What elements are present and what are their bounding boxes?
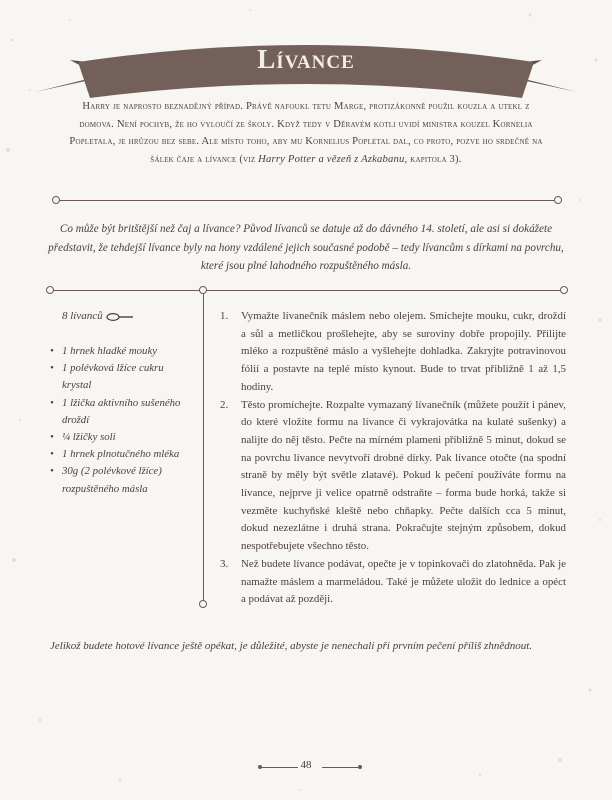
intro-text: Harry je naprosto beznadějný případ. Právě nafoukl tetu Marge, protizákonně použil kouzla a utekl z domova. Není pochyb, že ho vyloučí ze školy. Když tedy v Děravém kotli uvidí ministra kouzel Kornelia Popletala, je hrůzou bez sebe. Ale místo toho, aby mu Kornelius Popletal dal, co proto, pozve ho srdečně na šálek čaje a lívance (viz xyxy=(69,101,543,165)
step-item xyxy=(220,556,566,609)
step-number: 2. xyxy=(220,398,229,411)
step-text: Těsto promíchejte. Rozpalte vymazaný lívanečník (můžete použít i pánev, do které vložíte formu na lívance či vykrajovátka na kulaté sušenky) a nalijte do něj těsto. Pečte na mírném plameni přibližně 5 minut, dokud se na povrchu lívance nevytvoří drobné dírky. Pak lívance otočte (na spodní straně by měly být světle zlatavé). Pokud k pečení používáte formu na lívance, nejprve ji velice opatrně odstraňte – forma bude horká, takže si vezměte kuchyňské kleště nebo chňapky. Pečte dalších cca 5 minut, dokud nezezlátne i druhá strana. Pokračujte stejným způsobem, dokud nespotřebujete všechno těsto. xyxy=(241,398,566,553)
ingredient-item: • 1 hrnek hladké mouky xyxy=(50,343,190,360)
divider-mid-dot-left xyxy=(46,286,54,294)
ingredient-item: • 1 polévková lžíce cukru krystal xyxy=(50,360,190,394)
step-number: 1. xyxy=(220,310,229,322)
intro-book-title: Harry Potter a vězeň z Azkabanu xyxy=(258,153,405,165)
divider-mid xyxy=(50,290,566,291)
divider-mid-dot-center xyxy=(199,286,207,294)
ingredient-item: • ¼ lžičky soli xyxy=(50,429,190,446)
intro-suffix: , kapitola 3). xyxy=(404,153,462,165)
step-item xyxy=(220,308,566,397)
divider-mid-dot-right xyxy=(560,286,568,294)
divider-top-dot-left xyxy=(52,196,60,204)
step-number: 3. xyxy=(220,557,229,570)
closing-tip: Jelikož budete hotové lívance ještě opékat, je důležité, abyste je nenechali při prvním pečení příliš zhnědnout. xyxy=(50,640,533,652)
divider-top xyxy=(56,200,560,201)
ingredient-item: • 1 hrnek plnotučného mléka xyxy=(50,446,190,463)
footer-ornament-right-dot xyxy=(358,765,362,769)
page-number: 48 xyxy=(300,759,312,771)
column-divider xyxy=(203,294,204,604)
step-item xyxy=(220,397,566,556)
step-text: Než budete lívance podávat, opečte je v topinkovači do zlatohněda. Pak je namažte máslem a marmeládou. Také je můžete uložit do lednice a opéct a podávat až později. xyxy=(241,557,566,606)
intro-paragraph xyxy=(64,98,548,168)
divider-top-dot-right xyxy=(554,196,562,204)
teaser-paragraph: Co může být britštější než čaj a lívance? Původ lívanců se datuje až do dávného 14. století, ale asi si dokážete představit, že tehdejší lívance byly na hony vzdálené jejich současné podobě – tedy lívancům s dírkami na povrchu, které jsou plné lahodného rozpuštěného másla. xyxy=(48,223,564,272)
recipe-title: Lívance xyxy=(257,44,355,74)
spoon-icon xyxy=(104,311,134,323)
footer-ornament-right xyxy=(322,767,358,768)
ingredient-item: • 30g (2 polévkové lžíce) rozpuštěného másla xyxy=(50,463,190,497)
column-divider-dot-bottom xyxy=(199,600,207,608)
step-text: Vymažte lívanečník máslem nebo olejem. Smíchejte mouku, cukr, droždí a sůl a metličkou prošlehejte, aby se suroviny dobře propojily. Přilijte mléko a rozpuštěné máslo a vyšlehejte dohladka. Zakryjte potravinovou fólií a postavte na teplé místo kynout. Bude to trvat přibližně 1 až 1,5 hodiny. xyxy=(241,310,566,393)
ingredient-list xyxy=(50,343,190,498)
method-steps xyxy=(220,308,566,609)
servings-label: 8 lívanců xyxy=(62,310,103,322)
ingredient-item: • 1 lžička aktivního sušeného droždí xyxy=(50,395,190,429)
